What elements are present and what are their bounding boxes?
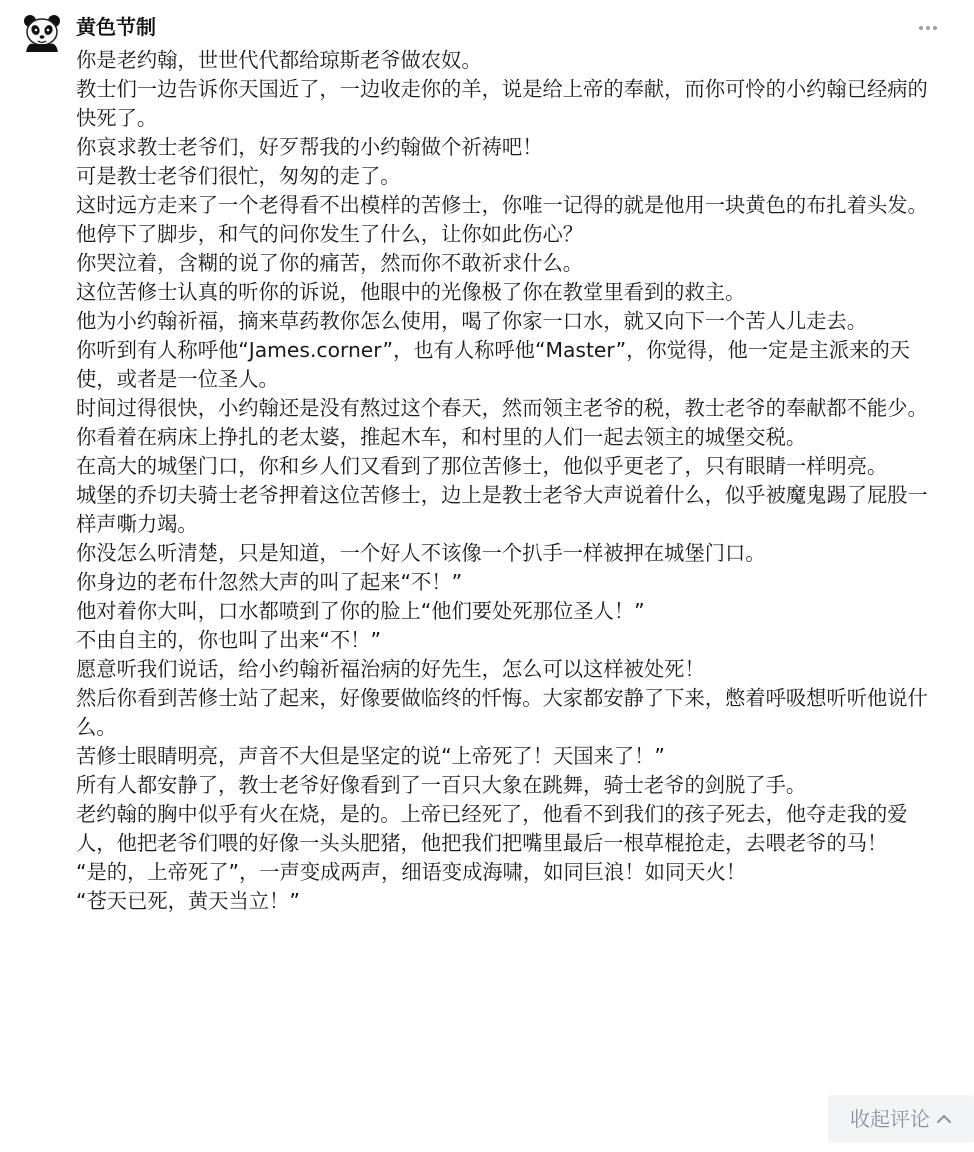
paragraph: 你没怎么听清楚，只是知道，一个好人不该像一个扒手一样被押在城堡门口。 (76, 541, 766, 565)
paragraph: 教士们一边告诉你天国近了，一边收走你的羊，说是给上帝的奉献，而你可怜的小约翰已经病的快死了。 (76, 77, 928, 130)
paragraph: 他对着你大叫，口水都喷到了你的脸上“他们要处死那位圣人！” (76, 599, 645, 623)
collapse-label: 收起评论 (850, 1107, 930, 1131)
paragraph: 愿意听我们说话，给小约翰祈福治病的好先生，怎么可以这样被处死！ (76, 657, 705, 681)
paragraph: “苍天已死，黄天当立！” (76, 889, 300, 913)
username[interactable]: 黄色节制 (76, 15, 156, 39)
paragraph: 老约翰的胸中似乎有火在烧，是的。上帝已经死了，他看不到我们的孩子死去，他夺走我的爱人，他把老爷们喂的好像一头头肥猪，他把我们把嘴里最后一根草棍抢走，去喂老爷的马！ (76, 802, 908, 855)
paragraph: 你哀求教士老爷们，好歹帮我的小约翰做个祈祷吧！ (76, 135, 543, 159)
more-dots-icon (918, 25, 938, 31)
paragraph: 你哭泣着，含糊的说了你的痛苦，然而你不敢祈求什么。 (76, 251, 584, 275)
paragraph: 你听到有人称呼他“James.corner”，也有人称呼他“Master”，你觉得，他一定是主派来的天使，或者是一位圣人。 (76, 338, 911, 391)
paragraph: 这位苦修士认真的听你的诉说，他眼中的光像极了你在教堂里看到的救主。 (76, 280, 746, 304)
paragraph: 在高大的城堡门口，你和乡人们又看到了那位苦修士，他似乎更老了，只有眼睛一样明亮。 (76, 454, 888, 478)
panda-avatar-icon (22, 12, 62, 52)
avatar[interactable] (22, 12, 62, 52)
paragraph: 城堡的乔切夫骑士老爷押着这位苦修士，边上是教士老爷大声说着什么，似乎被魔鬼踢了屁股一样声嘶力竭。 (76, 483, 928, 536)
paragraph: 然后你看到苦修士站了起来，好像要做临终的忏悔。大家都安静了下来，憋着呼吸想听听他说什么。 (76, 686, 928, 739)
chevron-up-icon (936, 1114, 952, 1124)
paragraph: 不由自主的，你也叫了出来“不！” (76, 628, 381, 652)
paragraph: 苦修士眼睛明亮，声音不大但是坚定的说“上帝死了！天国来了！” (76, 744, 665, 768)
paragraph: 他停下了脚步，和气的问你发生了什么，让你如此伤心？ (76, 222, 584, 246)
comment-content (76, 46, 946, 916)
paragraph: 时间过得很快，小约翰还是没有熬过这个春天，然而领主老爷的税，教士老爷的奉献都不能少。 (76, 396, 928, 420)
paragraph: 你是老约翰，世世代代都给琼斯老爷做农奴。 (76, 48, 482, 72)
collapse-comments-button[interactable] (828, 1095, 974, 1143)
paragraph: 他为小约翰祈福，摘来草药教你怎么使用，喝了你家一口水，就又向下一个苦人儿走去。 (76, 309, 867, 333)
paragraph: 你看着在病床上挣扎的老太婆，推起木车，和村里的人们一起去领主的城堡交税。 (76, 425, 807, 449)
paragraph: 你身边的老布什忽然大声的叫了起来“不！” (76, 570, 463, 594)
paragraph: 所有人都安静了，教士老爷好像看到了一百只大象在跳舞，骑士老爷的剑脱了手。 (76, 773, 807, 797)
paragraph: “是的，上帝死了”，一声变成两声，细语变成海啸，如同巨浪！如同天火！ (76, 860, 747, 884)
more-button[interactable] (916, 16, 940, 40)
paragraph: 这时远方走来了一个老得看不出模样的苦修士，你唯一记得的就是他用一块黄色的布扎着头发。 (76, 193, 928, 217)
paragraph: 可是教士老爷们很忙，匆匆的走了。 (76, 164, 401, 188)
